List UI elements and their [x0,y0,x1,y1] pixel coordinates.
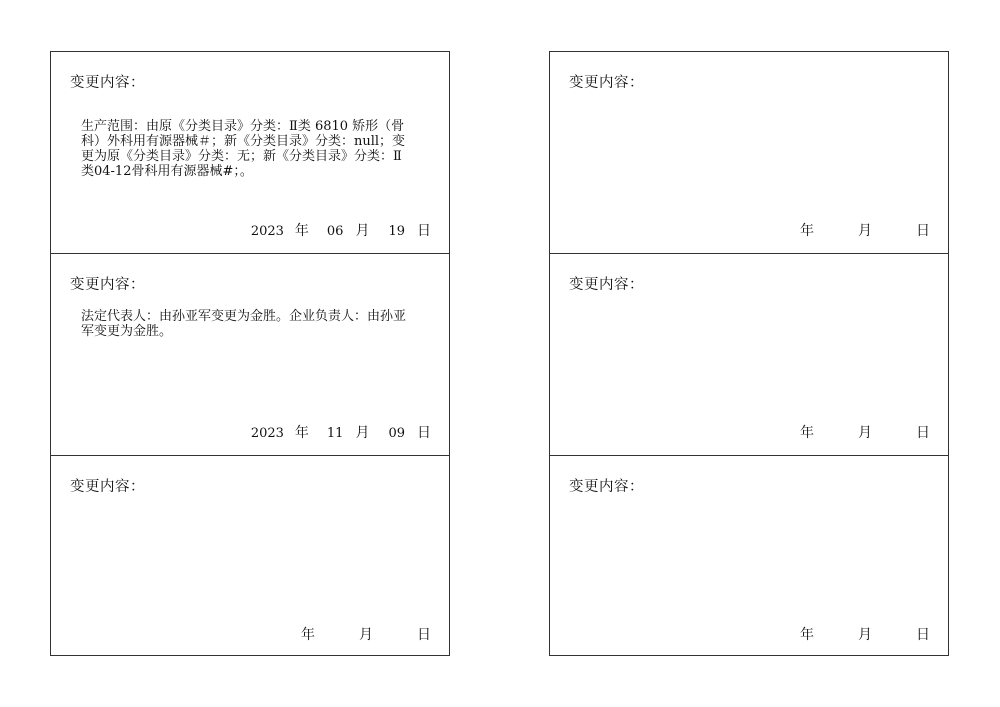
date-day-unit: 日 [417,425,431,441]
date-day-value: 19 [388,224,405,239]
date-day-unit: 日 [916,223,930,239]
change-content-text: 法定代表人：由孙亚军变更为金胜。企业负责人：由孙亚军变更为金胜。 [81,309,407,339]
change-record-cell [51,456,449,655]
change-date [251,220,431,240]
date-month-unit: 月 [858,425,872,441]
date-day-unit: 日 [916,627,930,643]
date-month-unit: 月 [858,223,872,239]
date-year-unit: 年 [800,425,814,441]
date-day-value: 09 [388,426,405,441]
change-record-cell [550,254,948,456]
change-content-label: 变更内容： [70,75,145,91]
change-record-cell [550,52,948,254]
date-year-value: 2023 [250,224,284,239]
change-content-label: 变更内容： [569,277,644,293]
change-date [301,624,431,644]
change-record-cell [51,52,449,254]
change-content-label: 变更内容： [70,277,145,293]
change-date [800,422,930,442]
change-content-text: 生产范围：由原《分类目录》分类：Ⅱ类 6810 矫形（骨科）外科用有源器械＃；新《分类目录》分类：null；变更为原《分类目录》分类：无；新《分类目录》分类：Ⅱ类04-12骨科用有源器械#；。 [81,119,406,179]
date-month-unit: 月 [355,425,370,441]
date-day-unit: 日 [916,425,930,441]
date-year-value: 2023 [250,426,284,441]
right-change-record-panel [549,51,949,656]
change-content-label: 变更内容： [569,479,644,495]
date-year-unit: 年 [301,627,315,643]
date-year-unit: 年 [294,425,309,441]
date-year-unit: 年 [800,223,814,239]
date-year-unit: 年 [800,627,814,643]
change-date [800,624,930,644]
change-content-label: 变更内容： [569,75,644,91]
change-record-cell [550,456,948,655]
date-month-unit: 月 [359,627,373,643]
change-date [251,422,431,442]
date-month-value: 11 [326,426,344,441]
date-year-unit: 年 [294,223,309,239]
change-record-cell [51,254,449,456]
left-change-record-panel [50,51,450,656]
date-day-unit: 日 [417,627,431,643]
change-date [800,220,930,240]
date-month-unit: 月 [355,223,370,239]
date-month-value: 06 [326,224,344,239]
change-content-label: 变更内容： [70,479,145,495]
date-month-unit: 月 [858,627,872,643]
date-day-unit: 日 [417,223,431,239]
